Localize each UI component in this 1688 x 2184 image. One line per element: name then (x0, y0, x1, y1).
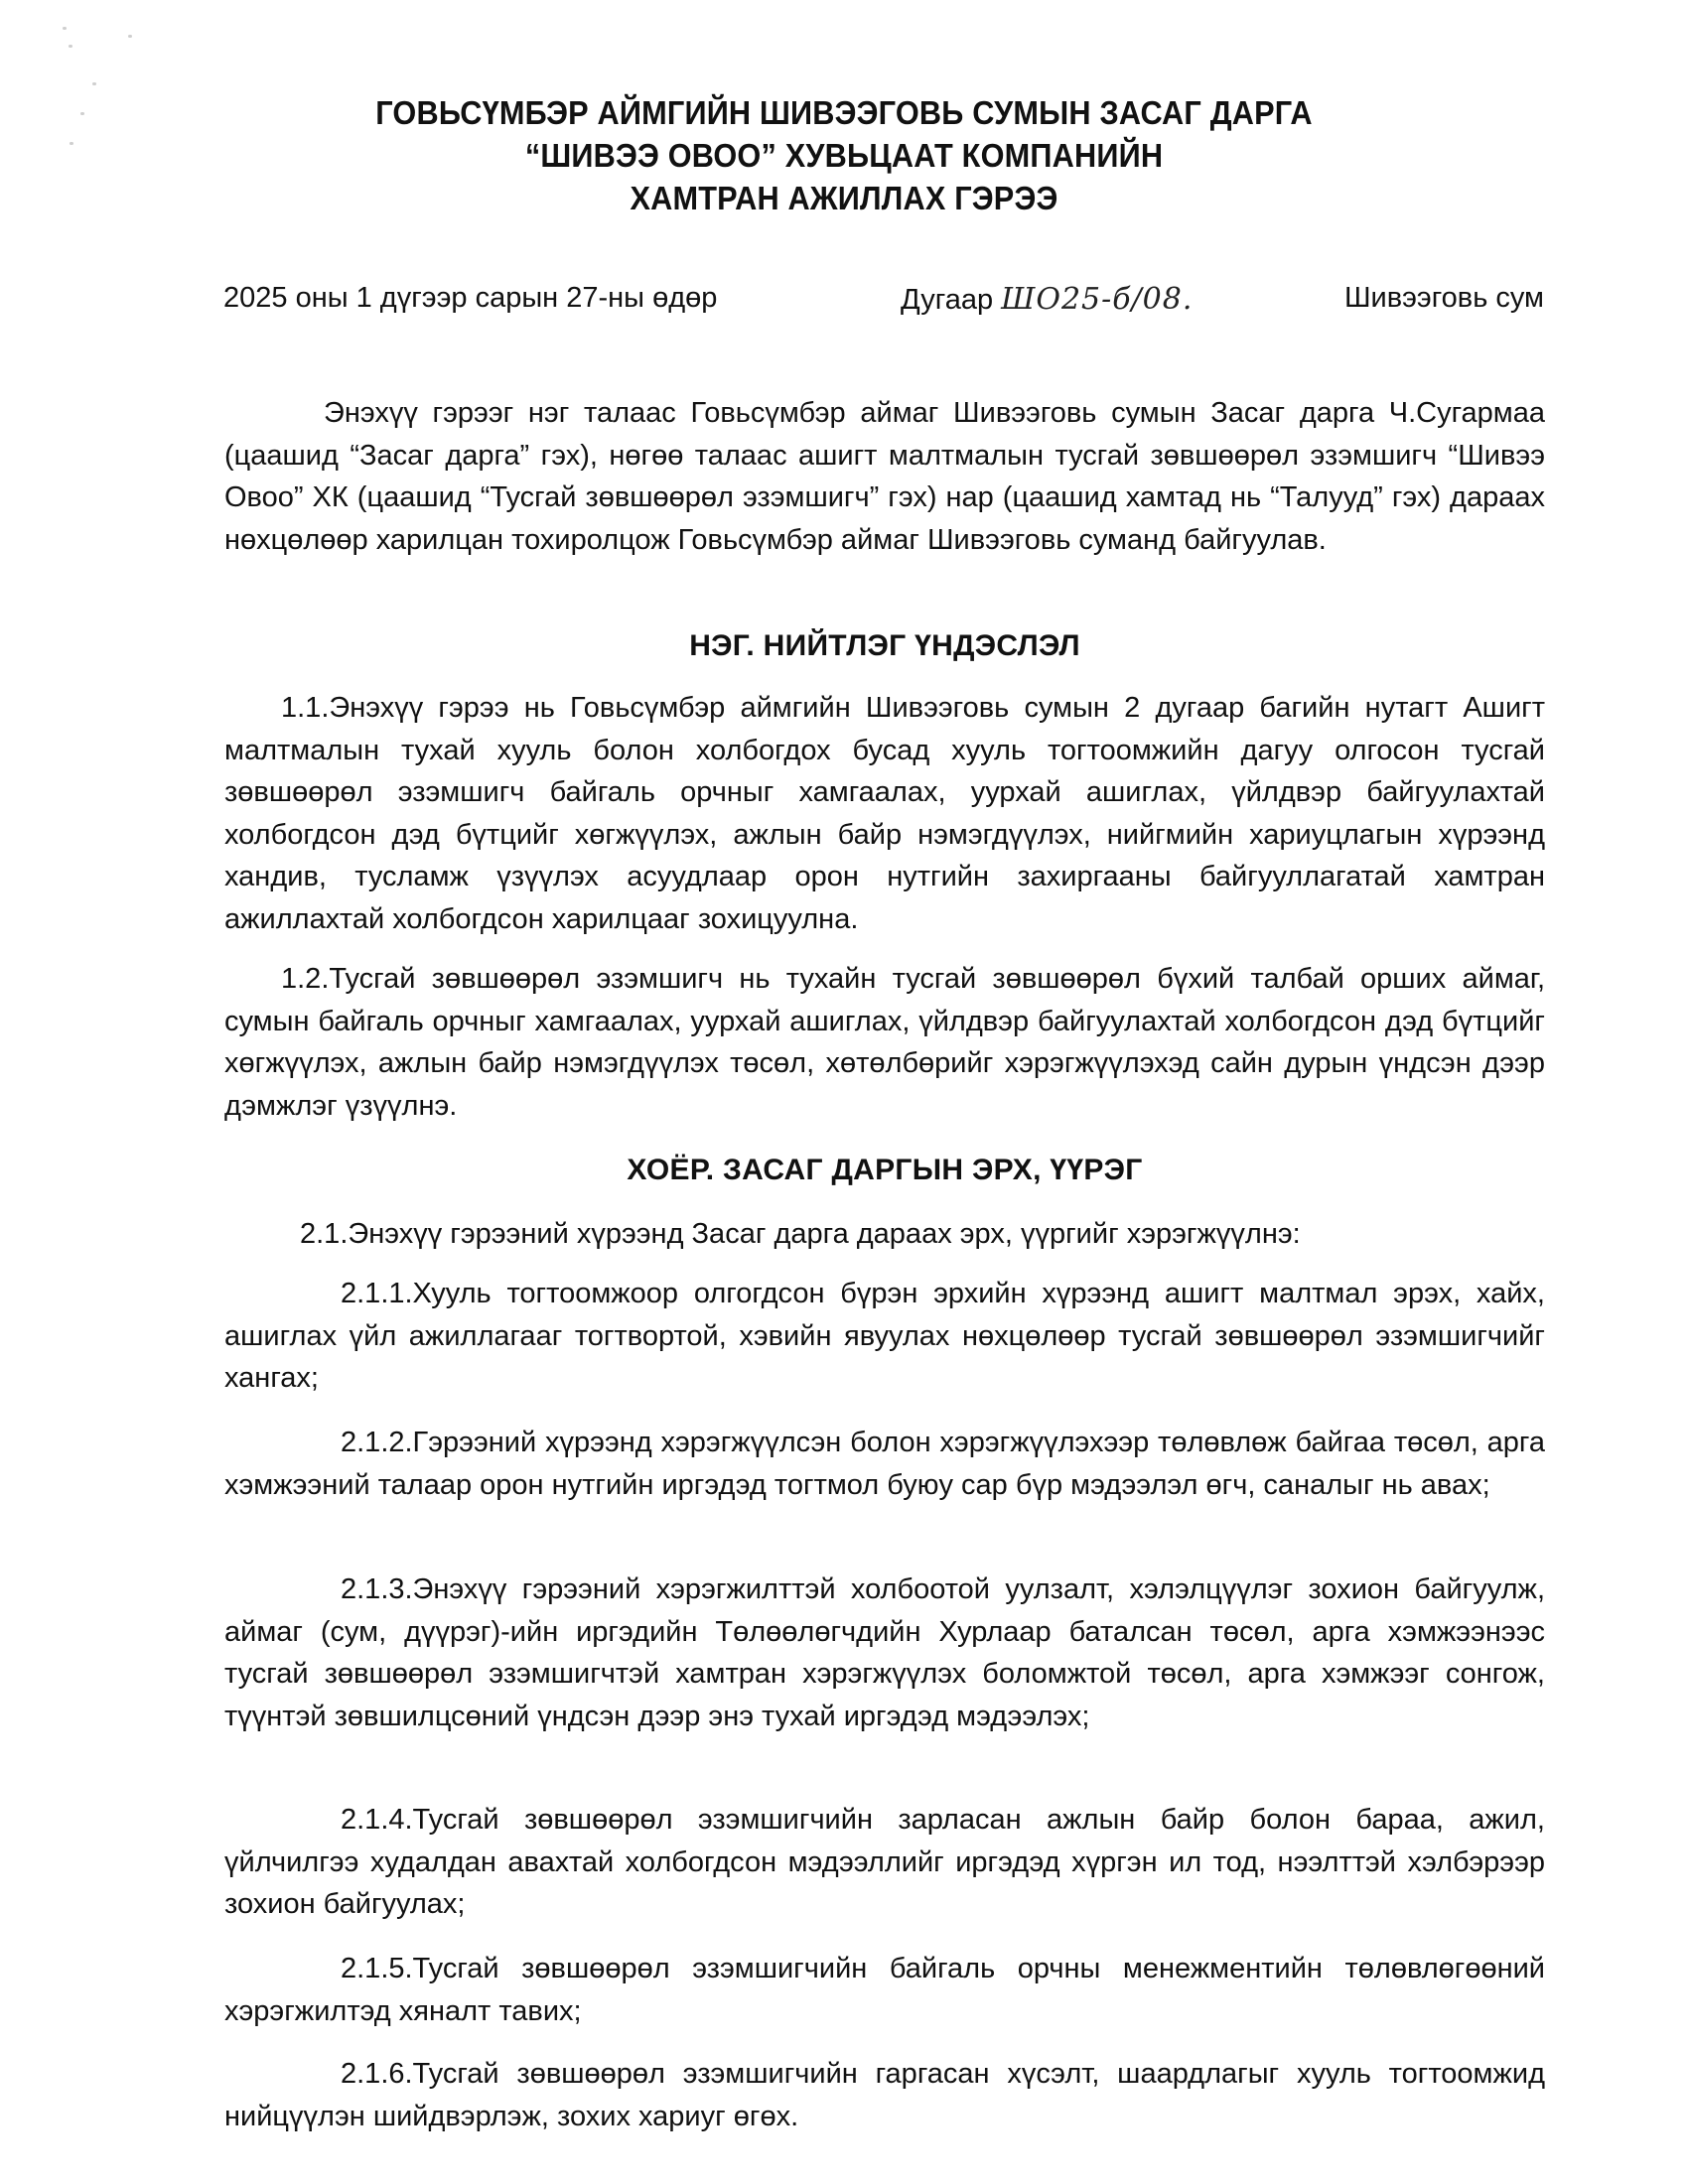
document-number-label: Дугаар (901, 284, 994, 316)
section-1-heading: НЭГ. НИЙТЛЭГ ҮНДЭСЛЭЛ (689, 629, 1080, 662)
section-1-heading-block (224, 625, 1545, 668)
clause-2-1-3: 2.1.3.Энэхүү гэрээний хэрэгжилттэй холбоотой уулзалт, хэлэлцүүлэг зохион байгуулж, аймаг (сум, дүүрэг)-ийн иргэдийн Төлөөлөгчдийн Хурлаар баталсан төсөл, арга хэмжээнээс тусгай зөвшөөрөл эзэмшигчтэй хамтран хэрэгжүүлэх боломжтой төсөл, арга хэмжээг сонгож, түүнтэй зөвшилцсөний үндсэн дээр энэ тухай иргэдэд мэдээлэх; (224, 1573, 1545, 1732)
clause-2-1-6: 2.1.6.Тусгай зөвшөөрөл эзэмшигчийн гаргасан хүсэлт, шаардлагыг хууль тогтоомжид нийцүүлэн шийдвэрлэж, зохих хариуг өгөх. (224, 2058, 1545, 2132)
intro-block (224, 392, 1545, 561)
clause-2-1-1-block (224, 1273, 1545, 1400)
clause-2-1-lead: 2.1.Энэхүү гэрээний хүрээнд Засаг дарга дараах эрх, үүргийг хэрэгжүүлнэ: (300, 1218, 1301, 1250)
document-date: 2025 оны 1 дүгээр сарын 27-ны өдөр (223, 282, 718, 314)
section-2-heading-block (224, 1150, 1545, 1192)
clause-2-1-4: 2.1.4.Тусгай зөвшөөрөл эзэмшигчийн зарласан ажлын байр болон бараа, ажил, үйлчилгээ худалдан авахтай холбогдсон мэдээллийг иргэдэд хүргэн ил тод, нээлттэй хэлбэрээр зохион байгуулах; (224, 1804, 1545, 1920)
clause-1-2: 1.2.Тусгай зөвшөөрөл эзэмшигч нь тухайн тусгай зөвшөөрөл бүхий талбай орших аймаг, сумын байгаль орчныг хамгаалах, уурхай ашиглах, үйлдвэр байгуулахтай холбогдсон дэд бүтцийг хөгжүүлэх, ажлын байр нэмэгдүүлэх төсөл, хөтөлбөрийг хэрэгжүүлэхэд сайн дурын үндсэн дээр дэмжлэг үзүүлнэ. (224, 963, 1545, 1122)
clause-2-1-2-block (224, 1422, 1545, 1506)
scan-speck (63, 27, 67, 30)
intro-paragraph: Энэхүү гэрээг нэг талаас Говьсүмбэр аймаг Шивээговь сумын Засаг дарга Ч.Сугармаа (цаашид “Засаг дарга” гэх), нөгөө талаас ашигт малтмалын тусгай зөвшөөрөл эзэмшигч “Шивээ Овоо” ХК (цаашид “Тусгай зөвшөөрөл эзэмшигч” гэх) нар (цаашид хамтад нь “Талууд” гэх) дараах нөхцөлөөр харилцан тохиролцож Говьсүмбэр аймаг Шивээговь суманд байгуулав. (224, 397, 1545, 556)
clause-2-1-1: 2.1.1.Хууль тогтоомжоор олгогдсон бүрэн эрхийн хүрээнд ашигт малтмал эрэх, хайх, ашиглах үйл ажиллагааг тогтвортой, хэвийн явуулах нөхцөлөөр тусгай зөвшөөрөл эзэмшигчийг хангах; (224, 1278, 1545, 1394)
title-line-1: ГОВЬСҮМБЭР АЙМГИЙН ШИВЭЭГОВЬ СУМЫН ЗАСАГ ДАРГА (375, 94, 1313, 131)
title-line-3: ХАМТРАН АЖИЛЛАХ ГЭРЭЭ (630, 180, 1058, 216)
document-place: Шивээговь сум (1343, 282, 1544, 314)
clause-2-1-5-block (224, 1948, 1545, 2032)
clause-2-1-2: 2.1.2.Гэрээний хүрээнд хэрэгжүүлсэн болон хэрэгжүүлэхээр төлөвлөж байгаа төсөл, арга хэмжээний талаар орон нутгийн иргэдэд тогтмол буюу сар бүр мэдээлэл өгч, саналыг нь авах; (224, 1427, 1545, 1501)
document-number (901, 282, 1193, 317)
scan-speck (69, 45, 72, 48)
clause-2-1-4-block (224, 1799, 1545, 1926)
clause-1-1: 1.1.Энэхүү гэрээ нь Говьсүмбэр аймгийн Шивээговь сумын 2 дугаар багийн нутагт Ашигт малтмалын тухай хууль болон холбогдох бусад хууль тогтоомжийн дагуу олгосон тусгай зөвшөөрөл эзэмшигч байгаль орчныг хамгаалах, уурхай ашиглах, үйлдвэр байгуулахтай холбогдсон дэд бүтцийг хөгжүүлэх, ажлын байр нэмэгдүүлэх, нийгмийн хариуцлагын хүрээнд хандив, тусламж үзүүлэх асуудлаар орон нутгийн захиргааны байгууллагатай хамтран ажиллахтай холбогдсон харилцааг зохицуулна. (224, 692, 1545, 935)
clause-2-1-5: 2.1.5.Тусгай зөвшөөрөл эзэмшигчийн байгаль орчны менежментийн төлөвлөгөөний хэрэгжилтэд хяналт тавих; (224, 1953, 1545, 2027)
clause-2-1-3-block (224, 1569, 1545, 1737)
scan-speck (92, 82, 96, 85)
scan-speck (128, 35, 132, 38)
title-line-2: “ШИВЭЭ ОВОО” ХУВЬЦААТ КОМПАНИЙН (524, 137, 1164, 174)
clause-2-1-6-block (224, 2053, 1545, 2137)
document-title (60, 91, 1629, 219)
section-2-heading: ХОЁР. ЗАСАГ ДАРГЫН ЭРХ, ҮҮРЭГ (627, 1154, 1143, 1186)
clause-2-1-block (224, 1213, 1545, 1256)
clause-1-1-block (224, 687, 1545, 940)
document-meta-row (223, 282, 1544, 326)
clause-1-2-block (224, 958, 1545, 1127)
handwritten-number: ШО25-б/08. (1001, 282, 1194, 317)
